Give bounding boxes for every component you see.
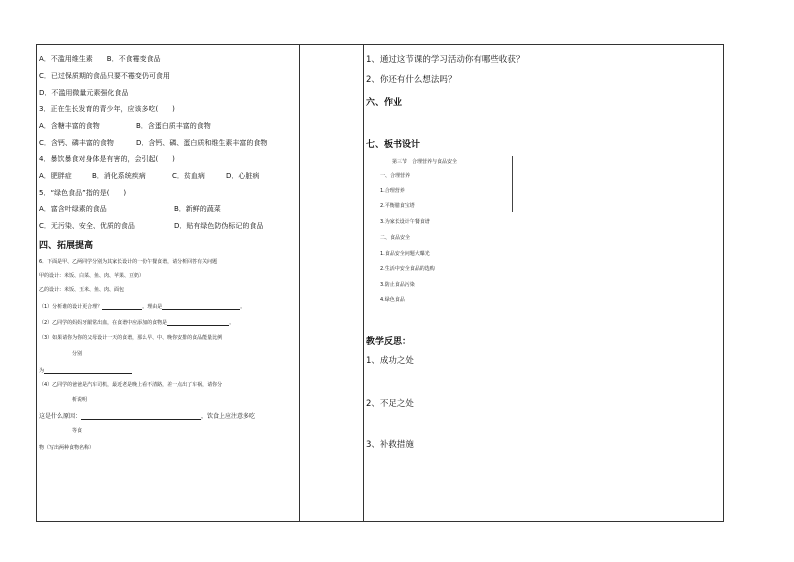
question-6-part-3-cont: 分别 xyxy=(72,351,83,357)
board-part-2: 二、食品安全 xyxy=(380,235,411,241)
question-3: 3．正在生长发育的青少年，应该多吃( ) xyxy=(39,105,175,113)
question-3-option-c: C．含钙、磷丰富的食物 xyxy=(39,139,114,147)
question-6-part-4-tail: 等食 xyxy=(72,428,83,434)
board-line-4: 1.食品安全问题大曝光 xyxy=(380,251,430,257)
question-4: 4．暴饮暴食对身体是有害的，会引起( ) xyxy=(39,155,175,163)
part-1-end: 。 xyxy=(240,304,246,310)
board-line-3: 3.为家长设计午餐食谱 xyxy=(380,219,430,225)
answer-blank[interactable] xyxy=(102,302,142,310)
answer-blank[interactable] xyxy=(162,302,240,310)
board-line-7: 4.绿色食品 xyxy=(380,297,405,303)
question-6-part-4-note: 物（写出两种食物名称） xyxy=(39,445,95,451)
question-6-part-4-cont: 析说明 xyxy=(72,397,88,403)
question-3-option-d: D．含钙、磷、蛋白质和维生素丰富的食物 xyxy=(136,139,268,147)
question-5: 5．“绿色食品”指的是( ) xyxy=(39,189,127,197)
question-4-option-b: B．消化系统疾病 xyxy=(92,172,146,180)
column-divider-1 xyxy=(299,45,300,521)
part-3-prefix: 为 xyxy=(39,368,45,374)
question-4-option-c: C．贫血病 xyxy=(172,172,205,180)
question-5-option-b: B．新鲜的蔬菜 xyxy=(174,205,221,213)
part-4-food-label: ，饮食上应注意多吃 xyxy=(201,413,256,420)
reflect-question-1: 1、通过这节课的学习活动你有哪些收获？ xyxy=(366,55,525,65)
question-option-d: D．不滥用微量元素强化食品 xyxy=(39,89,129,97)
question-6-part-4: （4）乙同学的爸爸是汽车司机，最近老是晚上看不清路，差一点出了车祸，请你分 xyxy=(39,382,223,388)
reflection-success: 1、成功之处 xyxy=(366,356,414,366)
question-5-option-c: C．无污染、安全、优质的食品 xyxy=(39,222,135,230)
board-title: 第三节 合理营养与食品安全 xyxy=(392,159,458,165)
answer-blank[interactable] xyxy=(167,318,229,326)
reflection-remedy: 3、补救措施 xyxy=(366,440,414,450)
question-5-option-d: D．贴有绿色防伪标记的食品 xyxy=(174,222,264,230)
question-6-menu-jia: 甲的设计：米饭、白菜、鱼、肉、苹果、豆奶） xyxy=(39,273,145,279)
part-1-prompt: （1）分析谁的设计更合理？ xyxy=(39,304,103,310)
part-2-prompt: （2）乙同学的妈妈牙龈常出血，在食谱中应添加的食物是 xyxy=(39,320,168,326)
question-option-c: C．已过保质期的食品只要不霉变仍可食用 xyxy=(39,72,170,80)
board-part-1: 一、合理营养 xyxy=(380,173,411,179)
question-6-part-4-answer xyxy=(39,411,255,420)
question-option-ab: A．不滥用维生素 B．不食霉变食品 xyxy=(39,55,161,63)
board-divider xyxy=(512,156,513,212)
answer-blank[interactable] xyxy=(81,412,201,420)
board-line-5: 2.生活中安全食品的选购 xyxy=(380,266,435,272)
column-divider-2 xyxy=(363,45,364,521)
part-2-end: 。 xyxy=(229,320,235,326)
question-6-part-3: （3）如果请你为你的父母设计一天的食谱，那么早、中、晚你安排的食品能量比例 xyxy=(39,335,223,341)
reflect-question-2: 2、你还有什么想法吗？ xyxy=(366,75,457,85)
reflection-shortcoming: 2、不足之处 xyxy=(366,399,414,409)
board-line-1: 1.合理营养 xyxy=(380,188,405,194)
teaching-reflection-heading: 教学反思： xyxy=(366,337,412,347)
part-1-reason-label: 。理由是 xyxy=(142,304,163,310)
question-3-option-b: B．含蛋白质丰富的食物 xyxy=(136,122,211,130)
board-line-2: 2.平衡膳食宝塔 xyxy=(380,203,415,209)
board-line-6: 3.防止食品污染 xyxy=(380,282,415,288)
section-heading-extension: 四、拓展提高 xyxy=(39,241,94,251)
question-6-part-3-answer xyxy=(39,366,132,374)
question-3-option-a: A．含糖丰富的食物 xyxy=(39,122,100,130)
question-6-part-1 xyxy=(39,302,245,310)
question-5-option-a: A．富含叶绿素的食品 xyxy=(39,205,107,213)
section-heading-board-design: 七、板书设计 xyxy=(366,140,421,150)
section-heading-homework: 六、作业 xyxy=(366,98,403,108)
question-4-option-d: D．心脏病 xyxy=(226,172,260,180)
question-6-stem: 6．下面是甲、乙两同学分别为其家长设计的一份午餐食谱，请分析回答有关问题 xyxy=(39,259,218,265)
question-4-option-a: A．肥胖症 xyxy=(39,172,72,180)
answer-blank[interactable] xyxy=(44,366,132,374)
question-6-menu-yi: 乙的设计：米饭、玉米、鱼、肉、面包 xyxy=(39,287,125,293)
part-4-reason-label: 这是什么原因： xyxy=(39,413,82,420)
question-6-part-2 xyxy=(39,318,234,326)
